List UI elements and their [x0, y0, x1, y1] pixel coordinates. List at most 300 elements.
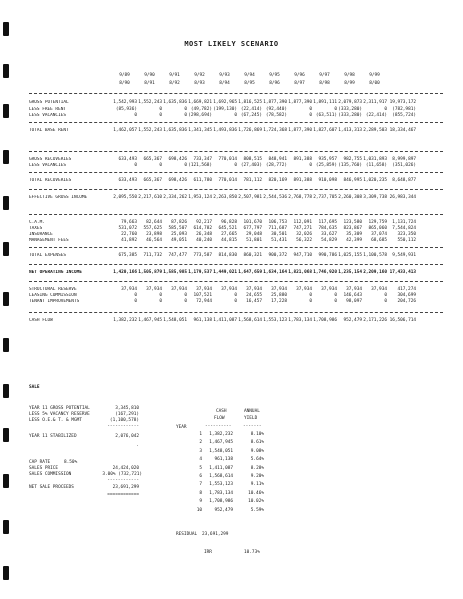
- period-header-cell: 9/90: [144, 73, 155, 78]
- sale-item-value: 23,691,299: [112, 485, 139, 490]
- value-cell: 952,479: [343, 318, 362, 323]
- value-cell: 0: [309, 293, 312, 298]
- value-cell: 2,260,308: [338, 195, 362, 200]
- value-cell: 1,877,390: [288, 100, 312, 105]
- value-cell: 614,782: [193, 226, 212, 231]
- value-cell: 1,548,051: [163, 318, 187, 323]
- value-cell: 2,544,536: [263, 195, 287, 200]
- cf-year: 4: [199, 457, 202, 463]
- cf-yield: 9.08%: [250, 448, 264, 454]
- period-header-cell: 9/95: [269, 73, 280, 78]
- cf-cash: 1,382,232: [209, 432, 233, 437]
- value-cell: 733,347: [193, 157, 212, 162]
- cf-cash: 1,467,945: [209, 440, 233, 446]
- value-cell: 37,934: [196, 287, 212, 292]
- value-cell: 51,431: [271, 238, 287, 243]
- cf-year: 10: [196, 507, 202, 513]
- binder-hole: [3, 520, 9, 534]
- value-cell: 37,934: [221, 287, 237, 292]
- value-cell: 37,074: [371, 232, 387, 237]
- period-header-cell: 8/95: [244, 81, 255, 86]
- cf-yield: 9.11%: [250, 482, 264, 488]
- total-cell: 204,726: [397, 299, 416, 304]
- value-cell: 0: [234, 299, 237, 304]
- value-cell: 1,552,243: [138, 128, 162, 133]
- cash-separator: ----------: [205, 424, 232, 429]
- value-cell: 26,348: [196, 232, 212, 237]
- cf-yield: 5.59%: [250, 507, 264, 513]
- value-cell: 72,944: [196, 299, 212, 304]
- page-title: MOST LIKELY SCENARIO: [184, 40, 279, 48]
- binder-hole: [3, 338, 9, 352]
- value-cell: 823,867: [343, 226, 362, 231]
- value-cell: 1,341,345: [188, 128, 212, 133]
- value-cell: 1,542,993: [113, 100, 137, 105]
- row-label: C.A.M.: [29, 220, 45, 225]
- value-cell: 51,801: [246, 238, 262, 243]
- sale-item-value: .: [136, 443, 139, 448]
- dashed-divider: [29, 189, 443, 190]
- value-cell: 16,457: [246, 299, 262, 304]
- value-cell: 2,171,226: [363, 318, 387, 323]
- value-cell: 101,670: [243, 220, 262, 225]
- value-cell: 56,322: [296, 238, 312, 243]
- value-cell: 1,179,537: [188, 270, 212, 275]
- value-cell: 2,209,160: [363, 270, 387, 275]
- value-cell: 1,462,057: [113, 128, 137, 133]
- value-cell: 1,746,920: [313, 270, 337, 275]
- value-cell: 106,753: [268, 220, 287, 225]
- value-cell: 585,507: [168, 226, 187, 231]
- value-cell: 1,020,235: [363, 178, 387, 183]
- binder-hole: [3, 196, 9, 210]
- value-cell: 37,934: [121, 287, 137, 292]
- value-cell: 2,095,550: [113, 195, 137, 200]
- period-header-cell: 9/94: [244, 73, 255, 78]
- cf-year: 7: [199, 482, 202, 488]
- sale-item-value: 2,076,042: [115, 434, 139, 439]
- value-cell: 675,385: [118, 253, 137, 258]
- total-cell: 550,112: [397, 238, 416, 243]
- value-cell: 820,169: [268, 178, 287, 183]
- sale-item-value: (1,100,578): [109, 418, 139, 423]
- row-label: STRUCTURAL RESERVE: [29, 287, 77, 292]
- period-header-cell: 8/93: [194, 81, 205, 86]
- value-cell: (199,130): [213, 107, 237, 112]
- period-header-cell: 9/96: [294, 73, 305, 78]
- value-cell: 96,828: [221, 220, 237, 225]
- cf-cash: 1,568,614: [209, 474, 233, 479]
- sale-item-value: 24,424,020: [112, 466, 139, 471]
- value-cell: 37,934: [171, 287, 187, 292]
- value-cell: 1,647,659: [238, 270, 262, 275]
- value-cell: 24,655: [246, 293, 262, 298]
- value-cell: 1,382,232: [113, 318, 137, 323]
- cf-cash: 1,708,986: [209, 499, 233, 505]
- row-label: TENANT IMPROVEMENTS: [29, 299, 80, 304]
- row-label: EFFECTIVE GROSS INCOME: [29, 195, 88, 200]
- value-cell: 29,048: [246, 232, 262, 237]
- value-cell: 0: [134, 293, 137, 298]
- dashed-divider: [29, 281, 443, 282]
- cash-header-1: CASH: [216, 409, 227, 414]
- period-header-cell: 9/93: [219, 73, 230, 78]
- value-cell: 1,553,123: [263, 318, 287, 323]
- binder-hole: [3, 242, 9, 256]
- value-cell: 22,760: [121, 232, 137, 237]
- cf-year: 1: [199, 432, 202, 437]
- row-label: TOTAL BASE RENT: [29, 128, 69, 133]
- value-cell: 0: [309, 107, 312, 112]
- cf-yield: 9.20%: [250, 474, 264, 479]
- row-label: LESS VACANCIES: [29, 163, 67, 168]
- value-cell: 40,240: [196, 238, 212, 243]
- value-cell: 79,663: [121, 220, 137, 225]
- total-cell: 8,648,877: [392, 178, 416, 183]
- value-cell: 1,585,985: [163, 270, 187, 275]
- value-cell: 1,031,893: [363, 157, 387, 162]
- dashed-divider: [29, 172, 443, 173]
- sale-item-value: ------------: [107, 478, 139, 483]
- value-cell: (333,280): [338, 107, 362, 112]
- sale-item-label: SALES COMMISSION: [29, 472, 72, 477]
- row-label: INSURANCE: [29, 232, 53, 237]
- value-cell: 1,877,390: [288, 128, 312, 133]
- value-cell: 27,665: [221, 232, 237, 237]
- binder-hole: [3, 566, 9, 580]
- value-cell: 112,091: [293, 220, 312, 225]
- value-cell: (49,782): [190, 107, 212, 112]
- residual-value: 23,691,299: [202, 532, 229, 537]
- value-cell: 0: [184, 113, 187, 118]
- value-cell: 747,271: [293, 226, 312, 231]
- value-cell: 68,685: [371, 238, 387, 243]
- value-cell: 848,941: [268, 157, 287, 162]
- value-cell: (67,245): [240, 113, 262, 118]
- row-label: TOTAL RECOVERIES: [29, 178, 72, 183]
- period-header-cell: 8/97: [294, 81, 305, 86]
- dashed-divider: [29, 122, 443, 123]
- value-cell: 87,826: [171, 220, 187, 225]
- value-cell: 1,420,166: [113, 270, 137, 275]
- binder-hole: [3, 474, 9, 488]
- value-cell: 1,552,243: [138, 100, 162, 105]
- value-cell: 146,643: [343, 293, 362, 298]
- value-cell: 2,334,262: [163, 195, 187, 200]
- value-cell: 1,726,869: [238, 128, 262, 133]
- value-cell: 32,026: [296, 232, 312, 237]
- cf-yield: 5.64%: [250, 457, 264, 463]
- value-cell: 54,829: [321, 238, 337, 243]
- cf-year: 3: [199, 448, 202, 454]
- cf-yield: 10.02%: [248, 499, 264, 505]
- value-cell: 0: [309, 113, 312, 118]
- value-cell: 2,768,778: [288, 195, 312, 200]
- dashed-divider: [29, 312, 443, 313]
- value-cell: 0: [234, 163, 237, 168]
- row-label: TAXES: [29, 226, 43, 231]
- total-cell: 16,506,714: [389, 318, 416, 323]
- value-cell: (78,582): [265, 113, 287, 118]
- value-cell: 770,014: [218, 157, 237, 162]
- value-cell: 0: [334, 107, 337, 112]
- total-cell: 304,699: [397, 293, 416, 298]
- row-label: LESS FREE RENT: [29, 107, 67, 112]
- value-cell: 1,449,021: [213, 270, 237, 275]
- value-cell: 44,815: [221, 238, 237, 243]
- value-cell: 1,827,607: [313, 128, 337, 133]
- sale-item-label: LESS O.E.& T. & MGMT: [29, 418, 82, 423]
- value-cell: 0: [134, 163, 137, 168]
- row-label: GROSS POTENTIAL: [29, 100, 69, 105]
- value-cell: 784,635: [318, 226, 337, 231]
- cf-year: 8: [199, 490, 202, 496]
- row-label: CASH FLOW: [29, 318, 53, 323]
- value-cell: 0: [159, 163, 162, 168]
- value-cell: 891,388: [293, 157, 312, 162]
- value-cell: 33,627: [321, 232, 337, 237]
- value-cell: 2,079,873: [338, 100, 362, 105]
- total-cell: 26,983,344: [389, 195, 416, 200]
- value-cell: (25,859): [315, 163, 337, 168]
- cf-cash: 1,783,134: [209, 490, 233, 496]
- value-cell: 982,755: [343, 157, 362, 162]
- value-cell: 0: [134, 299, 137, 304]
- row-label: LESS VACANCIES: [29, 113, 67, 118]
- cf-cash: 1,411,087: [209, 465, 233, 471]
- value-cell: 1,877,390: [263, 100, 287, 105]
- value-cell: 935,957: [318, 157, 337, 162]
- yield-header-2: YIELD: [244, 416, 258, 421]
- value-cell: 0: [384, 107, 387, 112]
- cf-yield: 10.46%: [248, 490, 264, 496]
- total-cell: 417,274: [397, 287, 416, 292]
- value-cell: 910,098: [318, 178, 337, 183]
- value-cell: (11,658): [365, 163, 387, 168]
- row-label: TOTAL EXPENSES: [29, 253, 67, 258]
- value-cell: 2,311,917: [363, 100, 387, 105]
- residual-label: RESIDUAL: [176, 532, 198, 537]
- value-cell: 0: [159, 107, 162, 112]
- row-label: LEASING COMMISSION: [29, 293, 77, 298]
- value-cell: 0: [159, 113, 162, 118]
- value-cell: 25,880: [271, 293, 287, 298]
- period-header-cell: 9/98: [344, 73, 355, 78]
- value-cell: 37,934: [246, 287, 262, 292]
- value-cell: 1,025,155: [338, 253, 362, 258]
- value-cell: 1,493,836: [213, 128, 237, 133]
- value-cell: 1,413,313: [338, 128, 362, 133]
- value-cell: 23,898: [146, 232, 162, 237]
- value-cell: 37,934: [271, 287, 287, 292]
- value-cell: (121,568): [188, 163, 212, 168]
- value-cell: 17,228: [271, 299, 287, 304]
- total-cell: 1,131,724: [392, 220, 416, 225]
- value-cell: 46,564: [146, 238, 162, 243]
- value-cell: 1,669,821: [188, 100, 212, 105]
- value-cell: 865,060: [368, 226, 387, 231]
- period-header-cell: 8/90: [119, 81, 130, 86]
- value-cell: 808,515: [243, 157, 262, 162]
- period-header-cell: 9/91: [169, 73, 180, 78]
- value-cell: 25,093: [171, 232, 187, 237]
- period-header-cell: 8/91: [144, 81, 155, 86]
- value-cell: (135,760): [338, 163, 362, 168]
- total-cell: 7,544,824: [392, 226, 416, 231]
- row-label: MANAGEMENT FEES: [29, 238, 69, 243]
- value-cell: 0: [334, 299, 337, 304]
- value-cell: 1,634,164: [263, 270, 287, 275]
- period-header-cell: 9/89: [119, 73, 130, 78]
- value-cell: 531,072: [118, 226, 137, 231]
- yield-header-1: ANNUAL: [244, 409, 260, 414]
- value-cell: 1,505,879: [138, 270, 162, 275]
- value-cell: 0: [309, 163, 312, 168]
- value-cell: 0: [184, 107, 187, 112]
- value-cell: (298,694): [188, 113, 212, 118]
- sale-item-value: 3,345,810: [115, 406, 139, 411]
- total-cell: (782,981): [392, 107, 416, 112]
- value-cell: 1,568,614: [238, 318, 262, 323]
- sale-heading: SALE: [29, 385, 40, 390]
- value-cell: (85,936): [115, 107, 137, 112]
- cf-yield: 8.10%: [250, 432, 264, 437]
- value-cell: (333,280): [338, 113, 362, 118]
- value-cell: 557,625: [143, 226, 162, 231]
- total-cell: (855,724): [392, 113, 416, 118]
- dashed-divider: [29, 93, 443, 94]
- value-cell: 860,321: [243, 253, 262, 258]
- cf-cash: 1,553,123: [209, 482, 233, 488]
- value-cell: 0: [184, 163, 187, 168]
- value-cell: 891,388: [293, 178, 312, 183]
- total-cell: (351,026): [392, 163, 416, 168]
- cash-header-2: FLOW: [214, 416, 225, 421]
- value-cell: 37,934: [296, 287, 312, 292]
- cf-yield: 8.61%: [250, 440, 264, 446]
- row-label: GROSS RECOVERIES: [29, 157, 72, 162]
- value-cell: 30,501: [271, 232, 287, 237]
- value-cell: 0: [384, 293, 387, 298]
- value-cell: 0: [234, 293, 237, 298]
- cf-year: 2: [199, 440, 202, 446]
- value-cell: 123,580: [343, 220, 362, 225]
- value-cell: 107,521: [193, 293, 212, 298]
- period-header-cell: 9/97: [319, 73, 330, 78]
- value-cell: 1,635,836: [163, 100, 187, 105]
- value-cell: 1,891,111: [313, 100, 337, 105]
- dashed-divider: [29, 214, 443, 215]
- period-header-cell: 8/98: [319, 81, 330, 86]
- value-cell: 37,934: [321, 287, 337, 292]
- value-cell: 37,934: [371, 287, 387, 292]
- binder-hole: [3, 428, 9, 442]
- value-cell: (28,772): [265, 163, 287, 168]
- value-cell: 37,934: [146, 287, 162, 292]
- value-cell: 1,411,087: [213, 318, 237, 323]
- value-cell: 633,493: [118, 157, 137, 162]
- binder-hole: [3, 150, 9, 164]
- value-cell: 677,797: [243, 226, 262, 231]
- value-cell: 711,732: [143, 253, 162, 258]
- value-cell: 1,635,836: [163, 128, 187, 133]
- period-header-cell: 9/99: [369, 73, 380, 78]
- value-cell: (27,403): [240, 163, 262, 168]
- value-cell: 633,493: [118, 178, 137, 183]
- value-cell: 1,100,578: [363, 253, 387, 258]
- row-label: NET OPERATING INCOME: [29, 270, 82, 275]
- total-cell: 323,350: [397, 232, 416, 237]
- value-cell: 0: [234, 113, 237, 118]
- value-cell: 1,821,068: [288, 270, 312, 275]
- value-cell: 92,217: [196, 220, 212, 225]
- period-header-cell: 8/99: [344, 81, 355, 86]
- value-cell: 2,263,850: [213, 195, 237, 200]
- value-cell: 1,724,368: [263, 128, 287, 133]
- dashed-divider: [29, 264, 443, 265]
- value-cell: 42,399: [346, 238, 362, 243]
- value-cell: 129,759: [368, 220, 387, 225]
- cf-year: 6: [199, 474, 202, 479]
- value-cell: 98,097: [346, 299, 362, 304]
- value-cell: 2,507,981: [238, 195, 262, 200]
- value-cell: 37,934: [346, 287, 362, 292]
- sale-item-value: ------------: [107, 424, 139, 429]
- value-cell: 1,708,986: [313, 318, 337, 323]
- cf-cash: 952,479: [214, 507, 233, 513]
- cf-cash: 961,138: [214, 457, 233, 463]
- binder-hole: [3, 292, 9, 306]
- value-cell: 1,953,124: [188, 195, 212, 200]
- value-cell: 35,309: [346, 232, 362, 237]
- value-cell: 0: [159, 293, 162, 298]
- value-cell: 747,477: [168, 253, 187, 258]
- sale-item-label: YEAR 11 GROSS POTENTIAL: [29, 406, 90, 411]
- period-header-cell: 9/92: [194, 73, 205, 78]
- value-cell: 2,217,610: [138, 195, 162, 200]
- value-cell: 611,780: [193, 178, 212, 183]
- sale-item-value: 8.50%: [64, 460, 78, 465]
- value-cell: 665,367: [143, 178, 162, 183]
- value-cell: 0: [159, 299, 162, 304]
- sale-item-label: YEAR 11 STABILIZED: [29, 434, 77, 439]
- sale-item-label: LESS 5% VACANCY RESERVE: [29, 412, 90, 417]
- value-cell: 1,816,525: [238, 100, 262, 105]
- value-cell: (63,511): [315, 113, 337, 118]
- value-cell: 1,692,965: [213, 100, 237, 105]
- sale-item-value: ============: [107, 492, 139, 497]
- period-header-cell: 8/96: [269, 81, 280, 86]
- cf-year: 5: [199, 465, 202, 471]
- value-cell: 846,995: [343, 178, 362, 183]
- dashed-divider: [29, 247, 443, 248]
- cf-yield: 8.28%: [250, 465, 264, 471]
- value-cell: 947,710: [293, 253, 312, 258]
- value-cell: 0: [384, 299, 387, 304]
- binder-hole: [3, 64, 9, 78]
- value-cell: 0: [334, 293, 337, 298]
- sale-item-value: (167,291): [115, 412, 139, 417]
- value-cell: (22,414): [365, 113, 387, 118]
- sale-item-value: 3.00% (732,721): [102, 472, 142, 477]
- value-cell: 2,289,503: [363, 128, 387, 133]
- cf-cash: 1,548,051: [209, 448, 233, 454]
- dashed-divider: [29, 151, 443, 152]
- binder-hole: [3, 104, 9, 118]
- irr-value: 10.73%: [244, 550, 260, 555]
- value-cell: 711,687: [268, 226, 287, 231]
- yield-separator: -------: [243, 424, 262, 429]
